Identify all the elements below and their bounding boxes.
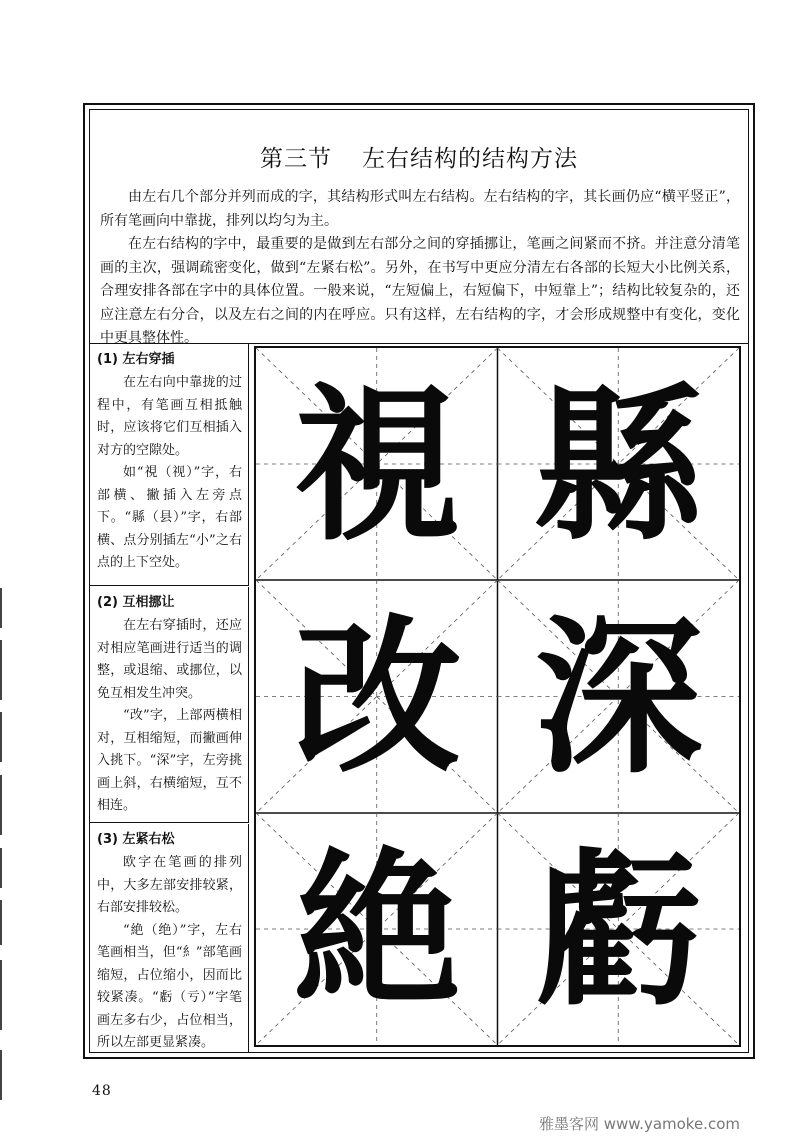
explanation-panel-3 — [89, 824, 249, 1053]
page-number: 48 — [92, 1083, 112, 1099]
scan-edge-mark — [0, 848, 2, 888]
intro-paragraph: 在左右结构的字中，最重要的是做到左右部分之间的穿插挪让，笔画之间紧而不挤。并注意分清笔画的主次，强调疏密变化，做到“左紧右松”。另外，在书写中更应分清左右各部的长短大小比例关系，合理安排各部在字中的具体位置。一般来说，“左短偏上，右短偏下，中短靠上”；结构比较复杂的，还应注意左右分合，以及左右之间的内在呼应。只有这样，左右结构的字，才会形成规整中有变化，变化中更具整体性。 — [100, 236, 740, 346]
scan-edge-mark — [0, 960, 2, 1030]
panel-heading: (1) 左右穿插 — [97, 352, 175, 367]
panel-paragraph: “改”字，上部两横相对，互相缩短，而撇画伸入挑下。“深”字，左旁挑画上斜，右横缩短，互不相连。 — [97, 708, 242, 813]
panel-heading: (2) 互相挪让 — [97, 595, 175, 610]
calligraphy-char: 改 — [293, 597, 462, 796]
scan-edge-mark — [0, 1050, 2, 1100]
panel-paragraph: 在左右穿插时，还应对相应笔画进行适当的调整，或退缩、或挪位，以免互相发生冲突。 — [97, 618, 242, 701]
calligraphy-char: 絶 — [293, 830, 462, 1029]
calligraphy-char: 深 — [534, 597, 703, 796]
panel-heading: (3) 左紧右松 — [97, 832, 175, 847]
site-watermark: 雅墨客网 www.yamoke.com — [538, 1115, 740, 1133]
section-number: 第三节 — [260, 146, 332, 172]
scan-edge-mark — [0, 900, 2, 945]
explanation-panel-2 — [89, 587, 249, 823]
panel-paragraph: 在左右向中靠拢的过程中，有笔画互相抵触时，应该将它们互相插入对方的空隙处。 — [97, 375, 242, 458]
panel-paragraph: “絶（绝）”字，左右笔画相当，但“糹”部笔画缩短，占位缩小，因而比较紧凑。“虧（亏）”字笔画左多右少，占位相当，所以左部更显紧凑。 — [97, 922, 242, 1050]
calligraphy-char: 視 — [293, 365, 462, 564]
scan-edge-mark — [0, 640, 2, 700]
scan-edge-mark — [0, 775, 2, 835]
calligraphy-grid — [254, 346, 741, 1047]
calligraphy-char: 縣 — [534, 365, 703, 564]
scan-edge-mark — [0, 588, 2, 628]
panel-paragraph: 如“視（视）”字，右部横、撇插入左旁点下。“縣（县）”字，右部横、点分别插左“小”之右点的上下空处。 — [97, 465, 242, 570]
section-heading: 左右结构的结构方法 — [362, 146, 578, 172]
panel-paragraph: 欧字在笔画的排列中，大多左部安排较紧，右部安排较松。 — [97, 855, 242, 915]
intro-paragraph: 由左右几个部分并列而成的字，其结构形式叫左右结构。左右结构的字，其长画仍应“横平竖正”，所有笔画向中靠拢，排列以均匀为主。 — [100, 189, 740, 229]
explanation-panel-1 — [89, 344, 249, 586]
section-title — [89, 140, 749, 173]
calligraphy-char: 虧 — [534, 830, 703, 1029]
intro-text — [100, 186, 740, 351]
scan-edge-mark — [0, 712, 2, 762]
